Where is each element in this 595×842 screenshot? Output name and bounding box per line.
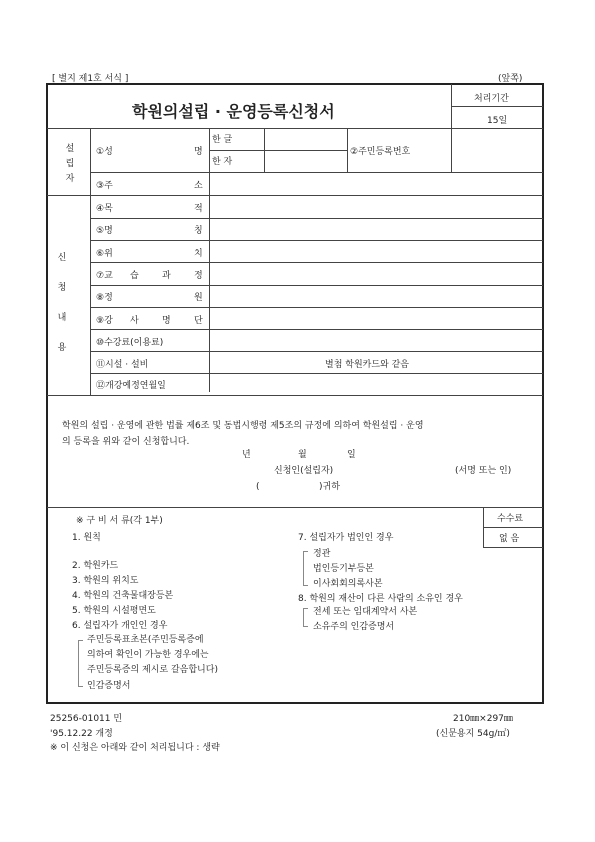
title-bottom-border bbox=[47, 128, 543, 129]
document-sub-item: 인감증명서 bbox=[87, 681, 131, 691]
row-divider bbox=[90, 307, 543, 308]
document-item: 1. 원칙 bbox=[72, 533, 101, 543]
sub-list-bracket-top bbox=[303, 608, 308, 609]
statement-line-2: 의 등록을 위와 같이 신청합니다. bbox=[62, 437, 190, 447]
hangul-name-input[interactable] bbox=[268, 132, 348, 150]
date-day-label: 일 bbox=[347, 450, 356, 460]
tuition-input[interactable] bbox=[214, 334, 544, 352]
document-sub-item: 정관 bbox=[313, 549, 331, 559]
academy-name-input[interactable] bbox=[214, 222, 544, 240]
document-item: 2. 학원카드 bbox=[72, 561, 119, 571]
document-sub-item: 전세 또는 임대계약서 사본 bbox=[313, 607, 418, 617]
name-row-bottom bbox=[90, 172, 543, 173]
location-label: ⑥위 bbox=[96, 249, 113, 259]
date-year-label: 년 bbox=[242, 450, 251, 460]
purpose-label-suffix: 적 bbox=[194, 204, 203, 214]
row-divider bbox=[90, 285, 543, 286]
sub-list-bracket bbox=[78, 640, 79, 686]
rrn-divider-right bbox=[451, 128, 452, 172]
document-item: 5. 학원의 시설평면도 bbox=[72, 606, 156, 616]
form-code: 25256-01011 민 bbox=[50, 714, 123, 724]
fee-label: 수수료 bbox=[497, 514, 524, 524]
application-section-bottom bbox=[47, 395, 543, 396]
addressee-open: ( bbox=[256, 482, 260, 492]
curriculum-label-mid1: 습 bbox=[130, 271, 139, 281]
fee-value: 없 음 bbox=[499, 534, 520, 544]
processing-period-value: 15일 bbox=[487, 116, 508, 126]
applicant-label: 신청인(설립자) bbox=[274, 466, 334, 476]
revision-date: '95.12.22 개정 bbox=[50, 729, 113, 739]
row-divider bbox=[90, 262, 543, 263]
document-sub-item: 소유주의 인감증명서 bbox=[313, 622, 395, 632]
row-divider bbox=[90, 351, 543, 352]
name-label-suffix: 명 bbox=[194, 147, 203, 157]
sub-list-bracket-bottom bbox=[78, 686, 83, 687]
facilities-label: ⑪시설 · 설비 bbox=[96, 360, 149, 370]
curriculum-label-mid2: 과 bbox=[162, 271, 171, 281]
opening-date-input[interactable] bbox=[214, 377, 544, 395]
sub-list-bracket-bottom bbox=[303, 585, 308, 586]
opening-date-label: ⑫개강예정연월일 bbox=[96, 381, 166, 391]
document-item: 4. 학원의 건축물대장등본 bbox=[72, 591, 174, 601]
name-label: ①성 bbox=[96, 147, 113, 157]
sub-list-bracket-top bbox=[303, 551, 308, 552]
sub-list-bracket-bottom bbox=[303, 626, 308, 627]
form-number-label: [ 별지 제1호 서식 ] bbox=[52, 74, 129, 84]
form-title: 학원의설립 · 운영등록신청서 bbox=[132, 102, 335, 121]
tuition-label: ⑩수강료(이용료) bbox=[96, 338, 164, 348]
sub-list-bracket bbox=[303, 608, 304, 626]
purpose-input[interactable] bbox=[214, 200, 544, 218]
curriculum-input[interactable] bbox=[214, 267, 544, 285]
academy-name-label-suffix: 칭 bbox=[194, 226, 203, 236]
document-sub-item: 주민등록표초본(주민등록증에 bbox=[87, 635, 204, 645]
rrn-divider-left bbox=[347, 128, 348, 172]
row-divider bbox=[90, 218, 543, 219]
rrn-label: ②주민등록번호 bbox=[350, 147, 411, 157]
statement-line-1: 학원의 설립 · 운영에 관한 법률 제6조 및 동법시행령 제5조의 규정에 의하여 학원설립 · 운영 bbox=[62, 421, 424, 431]
address-input[interactable] bbox=[214, 177, 544, 195]
address-label: ③주 bbox=[96, 181, 113, 191]
hanja-name-input[interactable] bbox=[268, 154, 348, 172]
address-label-suffix: 소 bbox=[194, 181, 203, 191]
capacity-input[interactable] bbox=[214, 289, 544, 307]
processing-divider bbox=[451, 106, 543, 107]
instructors-input[interactable] bbox=[214, 312, 544, 330]
date-month-label: 월 bbox=[298, 450, 307, 460]
curriculum-label-suffix: 정 bbox=[194, 271, 203, 281]
rrn-input[interactable] bbox=[455, 142, 543, 160]
hangul-label: 한 글 bbox=[212, 135, 233, 145]
sub-list-bracket-top bbox=[78, 640, 83, 641]
addressee-suffix: )귀하 bbox=[319, 482, 340, 492]
curriculum-label: ⑦교 bbox=[96, 271, 113, 281]
row-divider bbox=[90, 329, 543, 330]
founder-section-label: 설 립 자 bbox=[65, 144, 75, 184]
row-divider bbox=[90, 240, 543, 241]
academy-name-label: ⑤명 bbox=[96, 226, 113, 236]
document-item: 7. 설립자가 법인인 경우 bbox=[298, 533, 394, 543]
hanja-label: 한 자 bbox=[212, 157, 233, 167]
statement-bottom bbox=[47, 507, 543, 508]
sub-list-bracket bbox=[303, 551, 304, 585]
document-item: 6. 설립자가 개인인 경우 bbox=[72, 621, 168, 631]
paper-size: 210㎜×297㎜ bbox=[453, 714, 513, 724]
document-sub-item: 의하여 확인이 가능한 경우에는 bbox=[87, 650, 209, 660]
signature-label: (서명 또는 인) bbox=[455, 466, 512, 476]
page-side-label: (앞쪽) bbox=[498, 74, 523, 84]
instructors-label-suffix: 단 bbox=[194, 316, 203, 326]
document-sub-item: 주민등록증의 제시로 갈음합니다) bbox=[87, 665, 218, 675]
instructors-label: ⑨강 bbox=[96, 316, 113, 326]
location-label-suffix: 치 bbox=[194, 249, 203, 259]
application-section-label: 신 청 내 용 bbox=[57, 253, 67, 353]
fee-row-divider bbox=[483, 527, 543, 528]
capacity-label: ⑧정 bbox=[96, 293, 113, 303]
document-sub-item: 이사회회의록사본 bbox=[313, 579, 383, 589]
capacity-label-suffix: 원 bbox=[194, 293, 203, 303]
label-column-divider bbox=[209, 128, 210, 392]
documents-heading: ※ 구 비 서 류(각 1부) bbox=[76, 516, 163, 526]
purpose-label: ④목 bbox=[96, 204, 113, 214]
paper-type: (신문용지 54g/㎡) bbox=[436, 729, 510, 739]
document-sub-item: 법인등기부등본 bbox=[313, 564, 374, 574]
processing-note: ※ 이 신청은 아래와 같이 처리됩니다 : 생략 bbox=[50, 743, 220, 753]
row-divider bbox=[90, 373, 543, 374]
processing-period-label: 처리기간 bbox=[474, 94, 509, 104]
founder-section-bottom bbox=[47, 195, 543, 196]
instructors-label-mid1: 사 bbox=[130, 316, 139, 326]
document-item: 3. 학원의 위치도 bbox=[72, 576, 139, 586]
fee-box-bottom bbox=[483, 547, 543, 548]
addressee-input[interactable] bbox=[264, 478, 320, 496]
location-input[interactable] bbox=[214, 245, 544, 263]
name-row-divider bbox=[209, 150, 347, 151]
document-item: 8. 학원의 재산이 다른 사람의 소유인 경우 bbox=[298, 594, 463, 604]
facilities-note: 별첨 학원카드와 같음 bbox=[325, 360, 409, 370]
instructors-label-mid2: 명 bbox=[162, 316, 171, 326]
